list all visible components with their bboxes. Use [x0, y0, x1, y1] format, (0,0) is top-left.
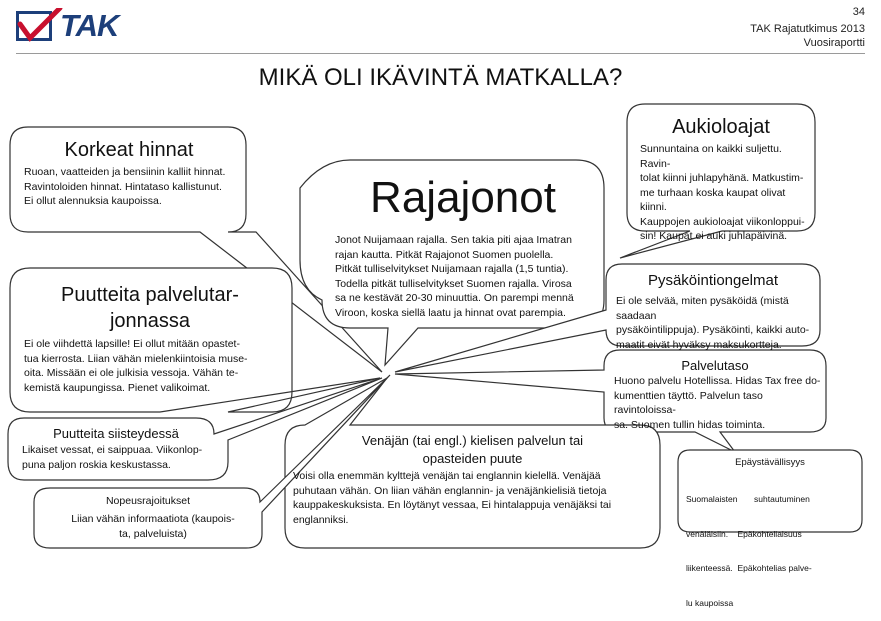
text-line: pysäköintilippuja). Pysäköinti, kaikki auto- — [616, 324, 810, 336]
text-line: ta, palveluista) — [119, 527, 187, 540]
heading-korkeat-hinnat: Korkeat hinnat — [64, 139, 194, 161]
text-kieli — [293, 469, 655, 527]
text-siisteys — [22, 443, 226, 472]
text-line: kauppakeskuksista. En löytänyt vessaa, Ei hintalappuja venäjäksi tai — [293, 499, 612, 511]
text-line: liikenteessä. Epäkohtelias palve- — [686, 563, 812, 573]
text-line: tua kierrosta. Liian vähän mielenkiintoisia muse- — [24, 352, 248, 365]
heading-palvelutaso: Palvelutaso — [681, 358, 749, 373]
text-aukioloajat — [640, 142, 810, 244]
text-epaystavallisyys — [686, 471, 858, 621]
text-line: Pitkät tulliselvitykset Nuijamaan rajalla (1,5 tuntia). — [335, 263, 569, 275]
text-line: puna paljon roskia keskustassa. — [22, 458, 171, 471]
report-title: TAK Rajatutkimus 2013 — [750, 23, 865, 35]
text-nopeus — [46, 512, 260, 541]
text-line: Ei ole selvää, miten pysäköidä (mistä saadaan — [616, 295, 789, 322]
heading-rajajonot: Rajajonot — [370, 173, 556, 222]
text-line: oita. Missään ei ole julkisia vessoja. Vähän te- — [24, 367, 239, 379]
heading-epaystavallisyys: Epäystävällisyys — [735, 457, 805, 468]
report-subtitle: Vuosiraportti — [803, 37, 865, 49]
heading-siisteys: Puutteita siisteydessä — [53, 426, 179, 441]
text-line: Jonot Nuijamaan rajalla. Sen takia piti ajaa Imatran — [335, 234, 572, 246]
page-number: 34 — [852, 6, 865, 18]
text-line: sin! Kaupat ei auki juhlapäivinä. — [640, 230, 788, 242]
text-line: rajan kautta. Pitkät Rajajonot Suomen puolella. — [335, 248, 554, 261]
text-palvelutaso — [614, 374, 824, 432]
text-line: kemistä kaupungissa. Pienet valikoimat. — [24, 381, 211, 394]
heading-pysakointi: Pysäköintiongelmat — [647, 272, 779, 289]
heading-palvelutarjonta — [14, 282, 286, 334]
heading-aukioloajat: Aukioloajat — [672, 116, 770, 138]
text-pysakointi — [616, 294, 816, 352]
text-rajajonot — [335, 233, 597, 320]
text-line: Ruoan, vaatteiden ja bensiinin kalliit hinnat. — [24, 166, 226, 178]
text-line: Ei ole viihdettä lapsille! Ei ollut mitään opastet- — [24, 338, 240, 350]
text-line: Voisi olla enemmän kylttejä venäjän tai englannin kielellä. Venäjää — [293, 470, 601, 482]
text-line: Likaiset vessat, ei saippuaa. Viikonlop- — [22, 444, 203, 456]
heading-line: jonnassa — [109, 310, 191, 332]
text-line: Liian vähän informaatiota (kaupois- — [71, 513, 235, 525]
text-palvelutarjonta — [24, 337, 286, 395]
text-line: sa ne kestävät 20-30 minuuttia. On parempi mennä — [335, 292, 574, 304]
text-line: tolat kiinni juhlapyhänä. Matkustim- — [640, 172, 804, 184]
text-line: Ravintoloiden hinnat. Hintataso kallistunut. — [24, 180, 222, 193]
text-korkeat-hinnat — [24, 165, 244, 209]
heading-line: Venäjän (tai engl.) kielisen palvelun tai — [361, 433, 584, 448]
text-line: sa. Suomen tullin hidas toiminta. — [614, 418, 766, 431]
text-line: venäläisiin. Epäkohteliaisuus — [686, 528, 802, 539]
text-line: maatit eivät hyväksy maksukortteja. — [616, 338, 782, 351]
text-line: Kauppojen aukioloajat viikonloppui- — [640, 215, 805, 228]
text-line: Huono palvelu Hotellissa. Hidas Tax free do- — [614, 375, 821, 387]
text-line: puhutaan vähän. On liian vähän englannin- ja venäjänkielisiä tietoja — [293, 484, 607, 497]
text-line: Todella pitkät tulliselvitykset Suomen rajalla. Virosa — [335, 277, 572, 290]
text-line: Ei ollut alennuksia kaupoissa. — [24, 195, 162, 207]
heading-line: opasteiden puute — [422, 451, 523, 466]
text-line: me turhaan koska kaupat olivat kiinni. — [640, 186, 786, 213]
text-line: Sunnuntaina on kaikki suljettu. Ravin- — [640, 143, 782, 170]
heading-line: Puutteita palvelutar- — [61, 284, 239, 306]
text-line: Viroon, koska siellä laatu ja hinnat ovat parempia. — [335, 306, 566, 319]
heading-nopeus: Nopeusrajoitukset — [105, 495, 191, 507]
heading-kieli — [285, 432, 660, 468]
text-line: kumenttien täyttö. Palvelun taso ravintoloissa- — [614, 389, 763, 416]
page-title: MIKÄ OLI IKÄVINTÄ MATKALLA? — [258, 64, 623, 91]
logo-text: TAK — [60, 8, 119, 43]
text-line: Suomalaisten suhtautuminen — [686, 494, 810, 504]
text-line: englanniksi. — [293, 513, 349, 526]
text-line: lu kaupoissa — [686, 597, 734, 608]
